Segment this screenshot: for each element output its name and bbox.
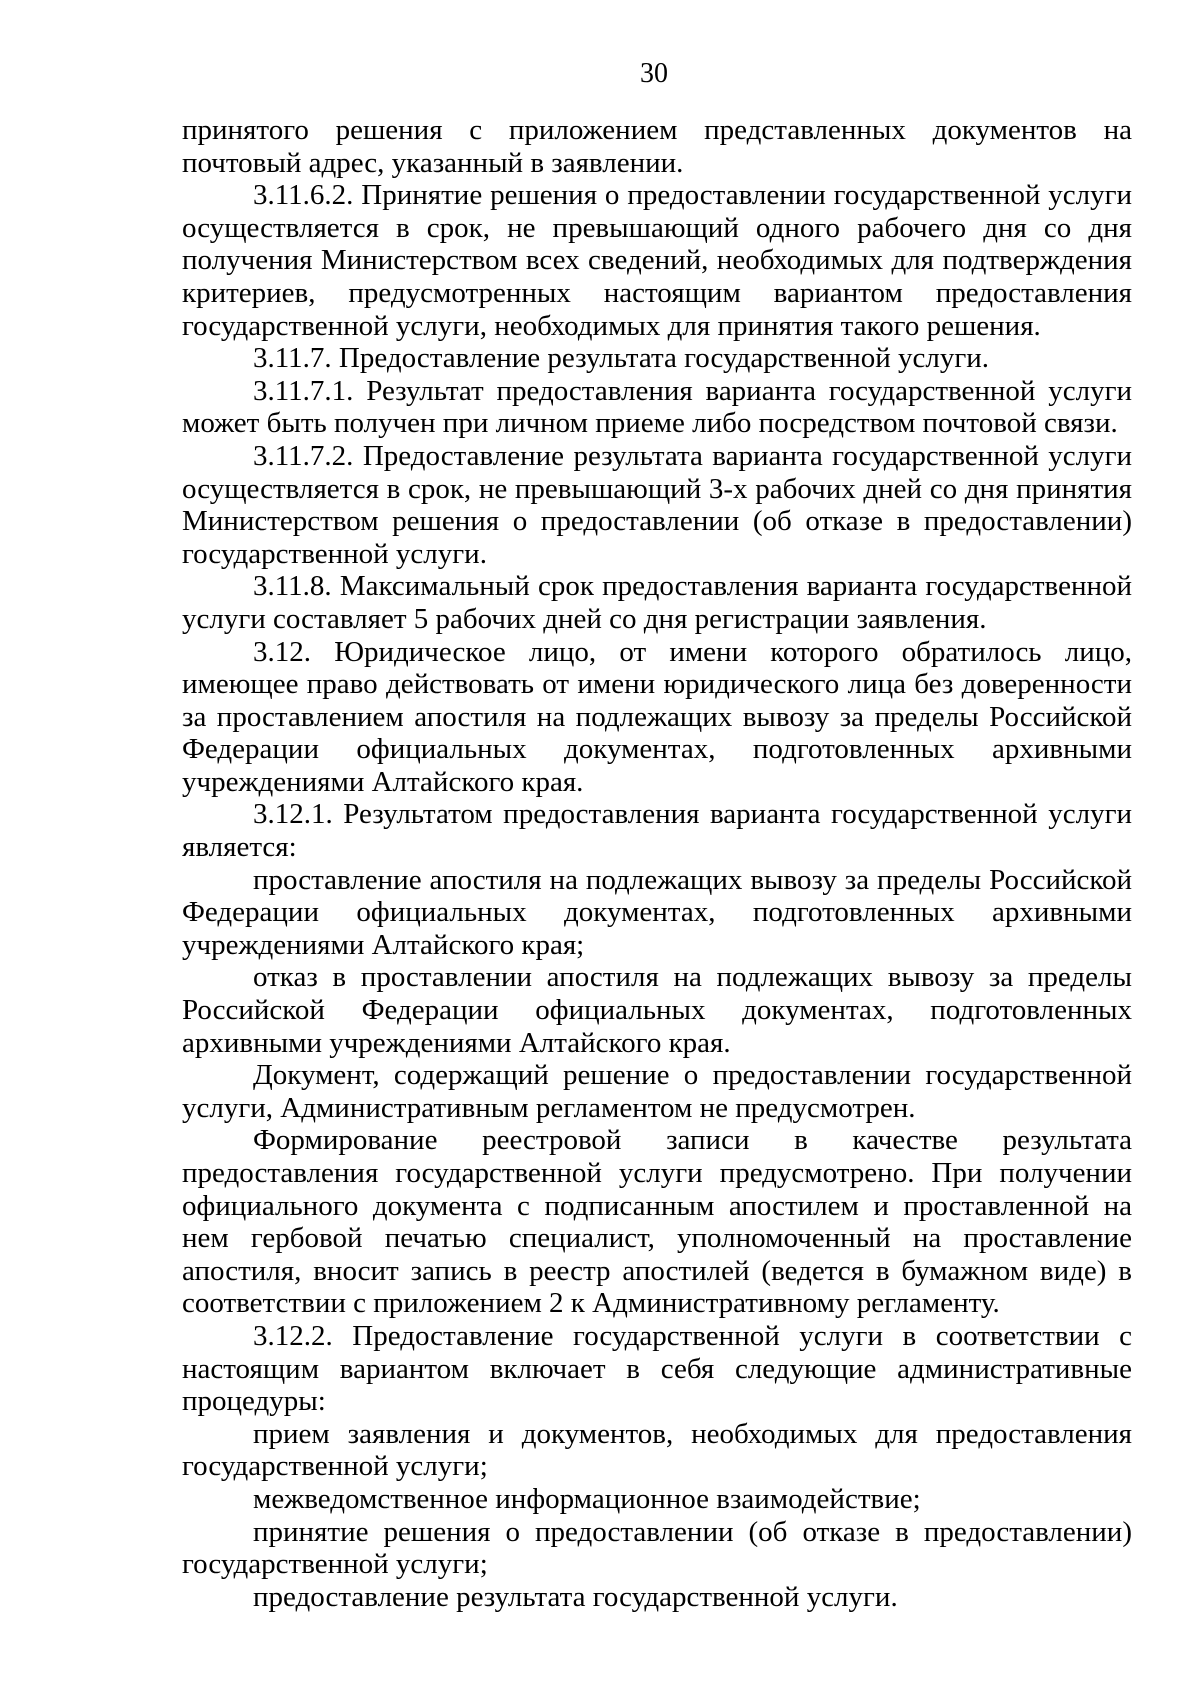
paragraph-3-11-7-2: 3.11.7.2. Предоставление результата варианта государственной услуги осуществляется в срок, не превышающий 3-х рабочих дней со дня принятия Министерством решения о предоставлении (об отказе в предоставлении) государственной услуги. xyxy=(182,439,1132,570)
document-body xyxy=(182,114,1132,1613)
list-item-apostille-result: проставление апостиля на подлежащих вывозу за пределы Российской Федерации официальных документах, подготовленных архивными учреждениями Алтайского края; xyxy=(182,863,1132,961)
list-item-procedure-interaction: межведомственное информационное взаимодействие; xyxy=(253,1482,921,1515)
list-item-procedure-decision: принятие решения о предоставлении (об отказе в предоставлении) государственной услуги; xyxy=(182,1515,1132,1581)
list-item-procedure-result: предоставление результата государственной услуги. xyxy=(253,1580,898,1613)
paragraph-continuation: принятого решения с приложением представленных документов на почтовый адрес, указанный в заявлении. xyxy=(182,114,1132,179)
paragraph-3-11-6-2: 3.11.6.2. Принятие решения о предоставлении государственной услуги осуществляется в срок, не превышающий одного рабочего дня со дня получения Министерством всех сведений, необходимых для подтверждения критериев, предусмотренных настоящим вариантом предоставления государственной услуги, необходимых для принятия такого решения. xyxy=(182,179,1132,342)
paragraph-3-11-7: 3.11.7. Предоставление результата государственной услуги. xyxy=(253,342,990,375)
paragraph-3-12: 3.12. Юридическое лицо, от имени которого обратилось лицо, имеющее право действовать от имени юридического лица без доверенности за проставлением апостиля на подлежащих вывозу за пределы Российской Федерации официальных документах, подготовленных архивными учреждениями Алтайского края. xyxy=(182,635,1132,798)
paragraph-3-12-2: 3.12.2. Предоставление государственной услуги в соответствии с настоящим вариантом включает в себя следующие административные процедуры: xyxy=(182,1319,1132,1418)
paragraph-3-11-8: 3.11.8. Максимальный срок предоставления варианта государственной услуги составляет 5 рабочих дней со дня регистрации заявления. xyxy=(182,570,1132,635)
page-number: 30 xyxy=(640,58,668,89)
paragraph-registry-record: Формирование реестровой записи в качестве результата предоставления государственной услуги предусмотрено. При получении официального документа с подписанным апостилем и проставленной на нем гербовой печатью специалист, уполномоченный на проставление апостиля, вносит запись в реестр апостилей (ведется в бумажном виде) в соответствии с приложением 2 к Административному регламенту. xyxy=(182,1124,1132,1320)
paragraph-3-11-7-1: 3.11.7.1. Результат предоставления варианта государственной услуги может быть получен при личном приеме либо посредством почтовой связи. xyxy=(182,374,1132,440)
paragraph-decision-document: Документ, содержащий решение о предоставлении государственной услуги, Административным регламентом не предусмотрен. xyxy=(182,1059,1132,1124)
list-item-refusal-result: отказ в проставлении апостиля на подлежащих вывозу за пределы Российской Федерации официальных документах, подготовленных архивными учреждениями Алтайского края. xyxy=(182,961,1132,1059)
paragraph-3-12-1: 3.12.1. Результатом предоставления варианта государственной услуги является: xyxy=(182,798,1132,864)
list-item-procedure-reception: прием заявления и документов, необходимых для предоставления государственной услуги; xyxy=(182,1417,1132,1483)
